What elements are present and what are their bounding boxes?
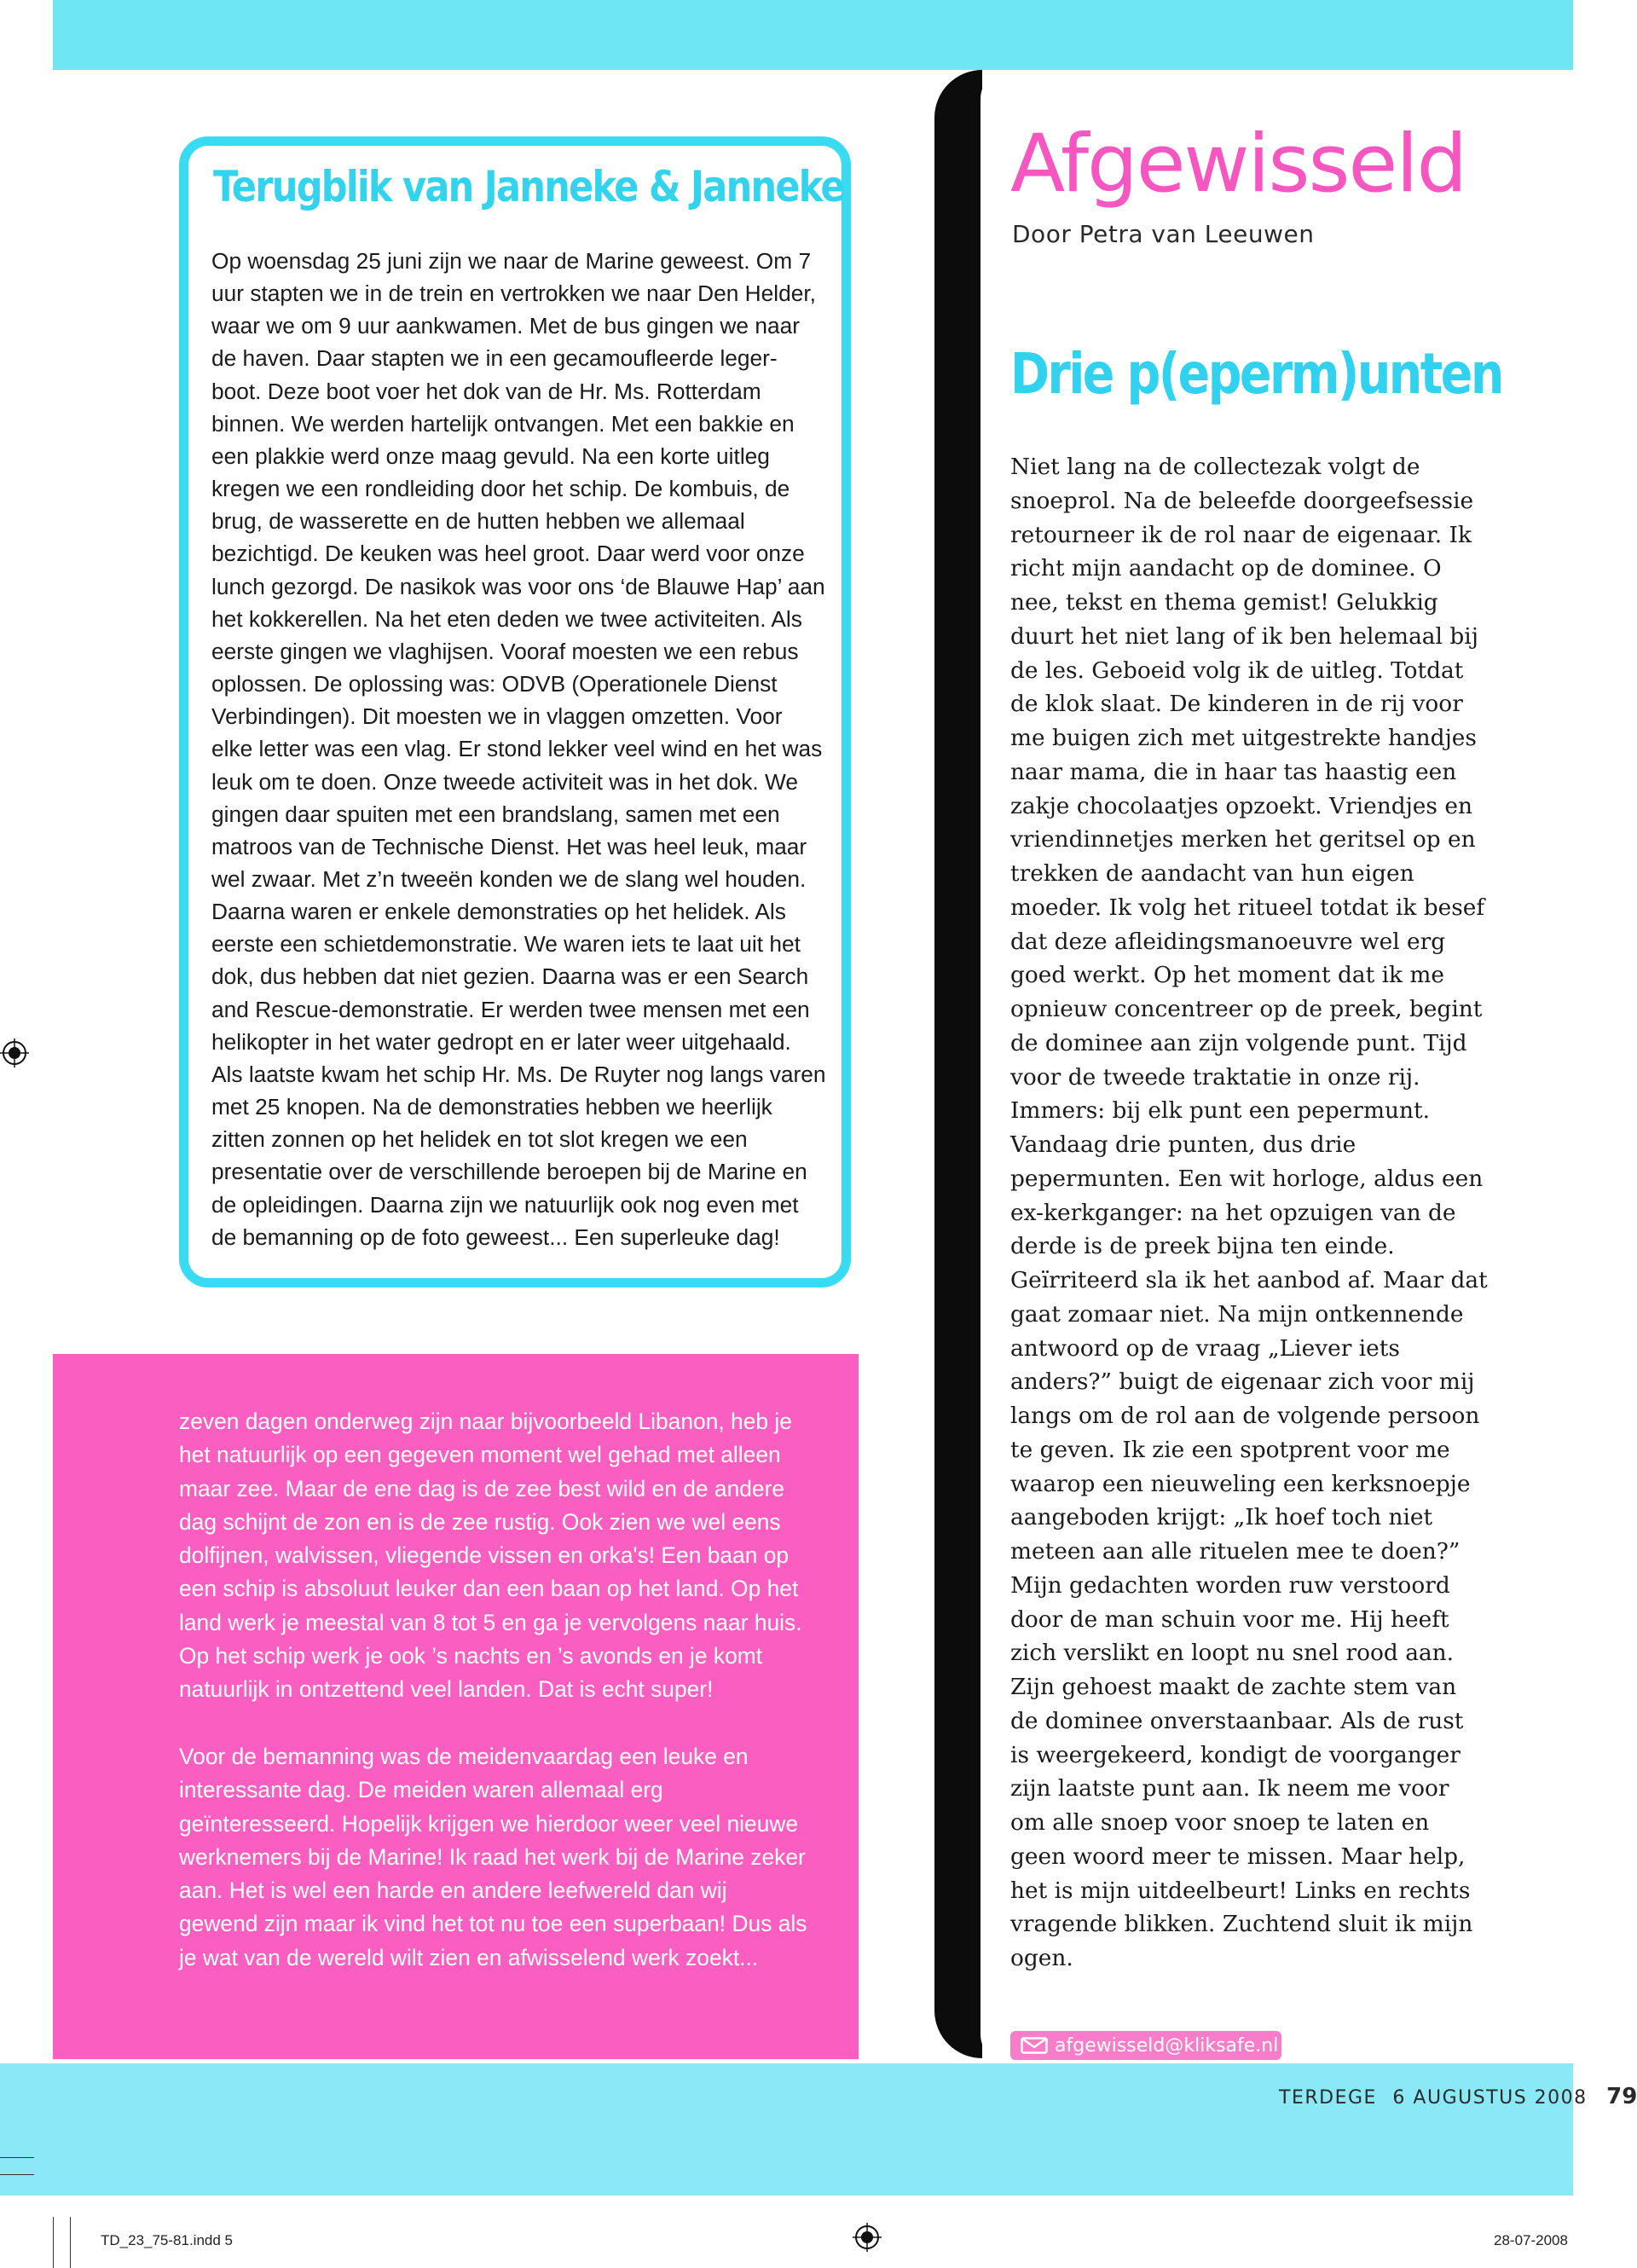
folio-date: 6 AUGUSTUS 2008 xyxy=(1392,2087,1588,2109)
column-author: Door Petra van Leeuwen xyxy=(1012,220,1315,248)
crop-mark xyxy=(53,2217,54,2268)
email-link[interactable] xyxy=(1010,2031,1281,2060)
pink-paragraph-1: zeven dagen onderweg zijn naar bijvoorbeeld Libanon, heb je het natuurlijk op een gegeven moment wel gehad met alleen maar zee. Maar de ene dag is de zee best wild en de andere dag schijnt de zon en is de zee rustig. Ook zien we wel eens dolfijnen, walvissen, vliegende vissen en orka's! Een baan op een schip is absoluut leuker dan een baan op het land. Op het land werk je meestal van 8 tot 5 en ga je vervolgens naar huis. Op het schip werk je ook ’s nachts en ’s avonds en je komt natuurlijk in ontzettend veel landen. Dat is echt super! xyxy=(179,1409,802,1703)
slug-file: TD_23_75-81.indd 5 xyxy=(101,2232,234,2248)
folio-magazine: TERDEGE xyxy=(1279,2087,1377,2109)
slug-date: 28-07-2008 xyxy=(1494,2232,1568,2248)
registration-mark-icon xyxy=(0,1039,29,1067)
column-black-bar xyxy=(934,70,982,2058)
column-heading: Drie p(eperm)unten xyxy=(1010,341,1502,407)
page-folio xyxy=(1279,2084,1637,2109)
intro-title: Terugblik van Janneke & Janneke xyxy=(213,162,844,211)
pink-paragraph-2: Voor de bemanning was de meidenvaardag een leuke en interessante dag. De meiden waren allemaal erg geïnteresseerd. Hopelijk krijgen we hierdoor weer veel nieuwe werknemers bij de Marine! Ik raad het werk bij de Marine zeker aan. Het is wel een harde en andere leefwereld dan wij gewend zijn maar ik vind het tot nu toe een superbaan! Dus als je wat van de wereld wilt zien en afwisselend werk zoekt... xyxy=(179,1743,807,1970)
column-title: Afgewisseld xyxy=(1010,118,1466,211)
mail-icon xyxy=(1021,2037,1048,2054)
email-address: afgewisseld@kliksafe.nl xyxy=(1055,2034,1279,2057)
pink-panel-text xyxy=(179,1405,810,2008)
registration-mark-icon xyxy=(853,2223,882,2252)
crop-mark xyxy=(0,2174,34,2175)
crop-mark xyxy=(70,2217,71,2268)
intro-text: Op woensdag 25 juni zijn we naar de Marine geweest. Om 7 uur stapten we in de trein en vertrokken we naar Den Helder, waar we om 9 uur aankwamen. Met de bus gingen we naar de haven. Daar stapten we in een gecamoufleerde leger-boot. Deze boot voer het dok van de Hr. Ms. Rotterdam binnen. We werden hartelijk ontvangen. Met een bakkie en een plakkie werd onze maag gevuld. Na een korte uitleg kregen we een rondleiding door het schip. De kombuis, de brug, de wasserette en de hutten hebben we allemaal bezichtigd. De keuken was heel groot. Daar werd voor onze lunch gezorgd. De nasikok was voor ons ‘de Blauwe Hap’ aan het kokkerellen. Na het eten deden we twee activiteiten. Als eerste gingen we vlaghijsen. Vooraf moesten we een rebus oplossen. De oplossing was: ODVB (Operationele Dienst Verbindingen). Dit moesten we in vlaggen omzetten. Voor elke letter was een vlag. Er stond lekker veel wind en het was leuk om te doen. Onze tweede activiteit was in het dok. We gingen daar spuiten met een brandslang, samen met een matroos van de Technische Dienst. Het was heel leuk, maar wel zwaar. Met z’n tweeën konden we de slang wel houden. Daarna waren er enkele demonstraties op het helidek. Als eerste een schietdemonstratie. We waren iets te laat uit het dok, dus hebben dat niet gezien. Daarna was er een Search and Rescue-demonstratie. Er werden twee mensen met een helikopter in het water gedropt en er later weer uitgehaald. Als laatste kwam het schip Hr. Ms. De Ruyter nog langs varen met 25 knopen. Na de demonstraties hebben we heerlijk zitten zonnen op het helidek en tot slot kregen we een presentatie over de verschillende beroepen bij de Marine en de opleidingen. Daarna zijn we natuurlijk ook nog even met de bemanning op de foto geweest... Een superleuke dag! xyxy=(211,248,826,1250)
column-body: Niet lang na de collectezak volgt de snoeprol. Na de beleefde doorgeefsessie retourneer ik de rol naar de eigenaar. Ik richt mijn aandacht op de dominee. O nee, tekst en thema gemist! Gelukkig duurt het niet lang of ik ben helemaal bij de les. Geboeid volg ik de uitleg. Totdat de klok slaat. De kinderen in de rij voor me buigen zich met uitgestrekte handjes naar mama, die in haar tas haastig een zakje chocolaatjes opzoekt. Vriendjes en vriendinnetjes merken het geritsel op en trekken de aandacht van hun eigen moeder. Ik volg het ritueel totdat ik besef dat deze afleidingsmanoeuvre wel erg goed werkt. Op het moment dat ik me opnieuw concentreer op de preek, begint de dominee aan zijn volgende punt. Tijd voor de tweede traktatie in onze rij. Immers: bij elk punt een pepermunt. Vandaag drie punten, dus drie pepermunten. Een wit horloge, aldus een ex-kerkganger: na het opzuigen van de derde is de preek bijna ten einde. Geïrriteerd sla ik het aanbod af. Maar dat gaat zomaar niet. Na mijn ontkennende antwoord op de vraag „Liever iets anders?” buigt de eigenaar zich voor mij langs om de rol aan de volgende persoon te geven. Ik zie een spotprent voor me waarop een nieuweling een kerksnoepje aangeboden krijgt: „Ik hoef toch niet meteen aan alle rituelen mee te doen?” Mijn gedachten worden ruw verstoord door de man schuin voor me. Hij heeft zich verslikt en loopt nu snel rood aan. Zijn gehoest maakt de zachte stem van de dominee onverstaanbaar. Als de rust is weergekeerd, kondigt de voorganger zijn laatste punt aan. Ik neem me voor om alle snoep voor snoep te laten en geen woord meer te missen. Maar help, het is mijn uitdeelbeurt! Links en rechts vragende blikken. Zuchtend sluit ik mijn ogen. xyxy=(1010,454,1488,1971)
top-color-band xyxy=(53,0,1573,70)
crop-mark xyxy=(0,2157,34,2158)
folio-page-number: 79 xyxy=(1606,2084,1637,2109)
